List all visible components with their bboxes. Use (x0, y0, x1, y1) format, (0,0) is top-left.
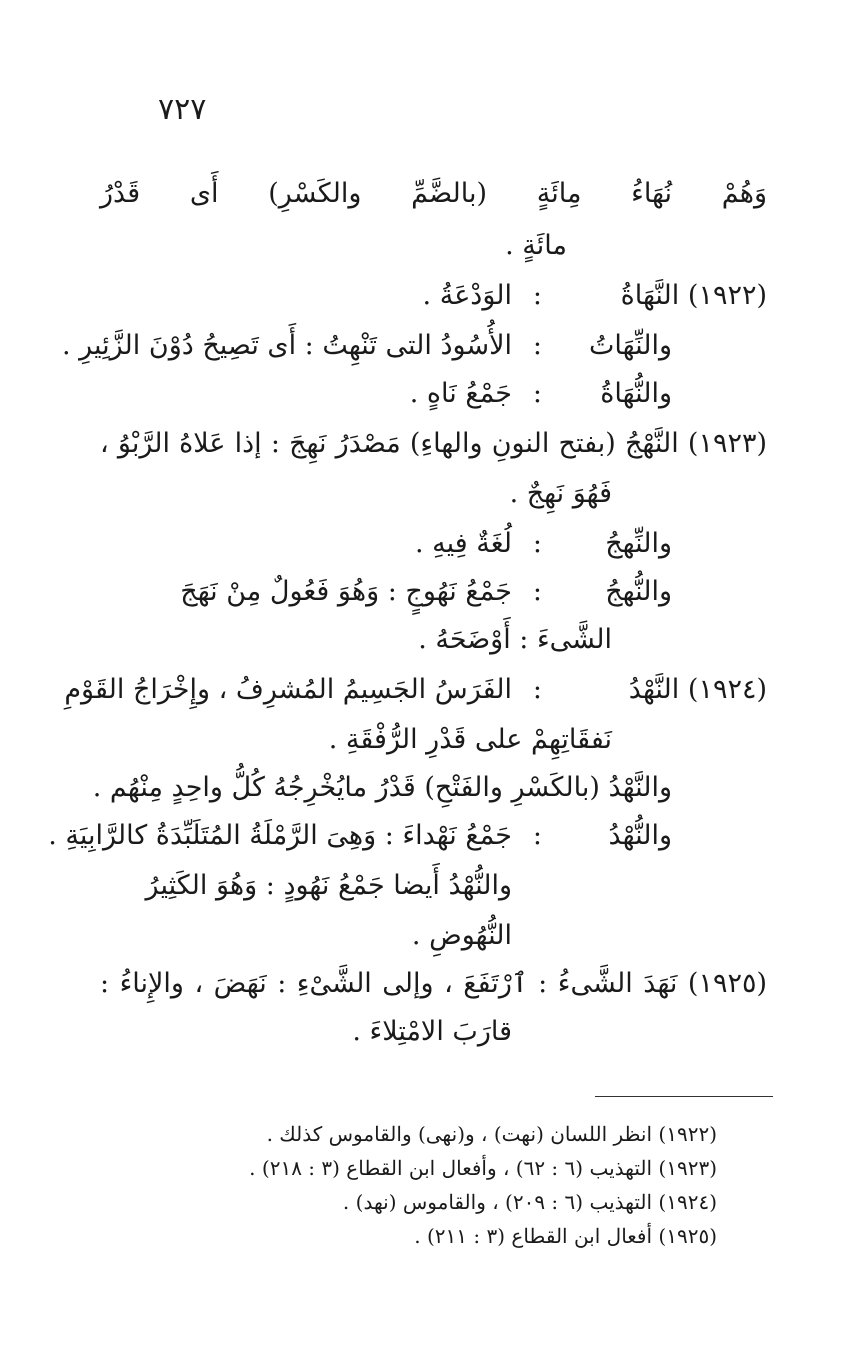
entry-row (100, 520, 767, 568)
entry-headword: والنِّهَاتُ (588, 330, 672, 361)
entry-headword: والنُّهجُ (605, 576, 672, 607)
text-line: مائَةٍ . (505, 230, 567, 261)
entry-definition: لُغَةٌ فِيهِ . (414, 528, 512, 559)
entry-1924 (64, 666, 767, 714)
footnote-divider (595, 1096, 773, 1097)
text-line: النُّهُوضِ . (411, 920, 512, 951)
entry-headword: والنُّهَاةُ (600, 378, 672, 409)
footnote: (١٩٢٥) أفعال ابن القطاع (٣ : ٢١١) . (414, 1224, 717, 1248)
entry-definition: جَمْعُ نَهْداءَ : وَهِىَ الرَّمْلَةُ المُتَلَبِّدَةُ كالرَّابِيَةِ . (48, 820, 512, 851)
text-line: والنَّهْدُ (بالكَسْرِ والفَتْحِ) قَدْرُ مايُخْرِجُهُ كُلُّ واحِدٍ مِنْهُم . (92, 772, 672, 803)
separator: : (532, 674, 542, 705)
separator: : (532, 576, 542, 607)
page-number: ٧٢٧ (158, 92, 207, 127)
text-line: الشَّىءَ : أَوْضَحَهُ . (418, 624, 612, 655)
separator: : (532, 528, 542, 559)
text-line: والنُّهْدُ أَيضا جَمْعُ نَهُودٍ : وَهُوَ الكَثِيرُ (145, 870, 512, 901)
entry-definition: جَمْعُ نَاهٍ . (409, 378, 512, 409)
separator: : (532, 330, 542, 361)
entry-row (100, 568, 767, 616)
entry-headword: (١٩٢٤) النَّهْدُ (628, 674, 767, 705)
text-line: نَفقَاتِهِمْ على قَدْرِ الرُّفْقَةِ . (328, 724, 612, 755)
entry-headword: والنِّهجُ (605, 528, 672, 559)
footnote: (١٩٢٣) التهذيب (٦ : ٦٢) ، وأفعال ابن القطاع (٣ : ٢١٨) . (249, 1156, 717, 1180)
entry-row (61, 322, 767, 370)
entry-row (48, 812, 767, 860)
separator: : (532, 820, 542, 851)
text-line: قارَبَ الامْتِلاءَ . (352, 1016, 512, 1047)
entry-headword: والنُّهْدُ (608, 820, 672, 851)
entry-definition: الفَرَسُ الجَسِيمُ المُشرِفُ ، وإِخْرَاجُ القَوْمِ (64, 674, 512, 705)
entry-definition: الأُسُودُ التى تَنْهِتُ : أَى تَصِيحُ دُوْنَ الزَّئِيرِ . (61, 330, 512, 361)
text-line: فَهُوَ نَهِجٌ . (509, 478, 612, 509)
entry-1925: (١٩٢٥) نَهَدَ الشَّىءُ : ٱرْتَفَعَ ، وإلى الشَّىْءِ : نَهَضَ ، والإِناءُ : (100, 968, 767, 999)
text-line: وَهُمْ نُهَاءُ مِائَةٍ (بالضَّمِّ والكَسْرِ) أَى قَدْرُ (100, 178, 767, 209)
entry-row (100, 370, 767, 418)
footnote: (١٩٢٢) انظر اللسان (نهت) ، و(نهى) والقاموس كذلك . (266, 1122, 717, 1146)
entry-definition: جَمْعُ نَهُوجٍ : وَهُوَ فَعُولٌ مِنْ نَهَجَ (180, 576, 512, 607)
entry-1922 (100, 272, 767, 320)
separator: : (532, 280, 542, 311)
entry-definition: الوَدْعَةُ . (422, 280, 512, 311)
entry-headword: (١٩٢٢) النَّهَاةُ (620, 280, 767, 311)
footnote: (١٩٢٤) التهذيب (٦ : ٢٠٩) ، والقاموس (نهد) . (342, 1190, 717, 1214)
entry-1923: (١٩٢٣) النَّهْجُ (بفتح النونِ والهاءِ) مَصْدَرُ نَهِجَ : إذا عَلاهُ الرَّبْوُ ، (100, 428, 767, 459)
separator: : (532, 378, 542, 409)
